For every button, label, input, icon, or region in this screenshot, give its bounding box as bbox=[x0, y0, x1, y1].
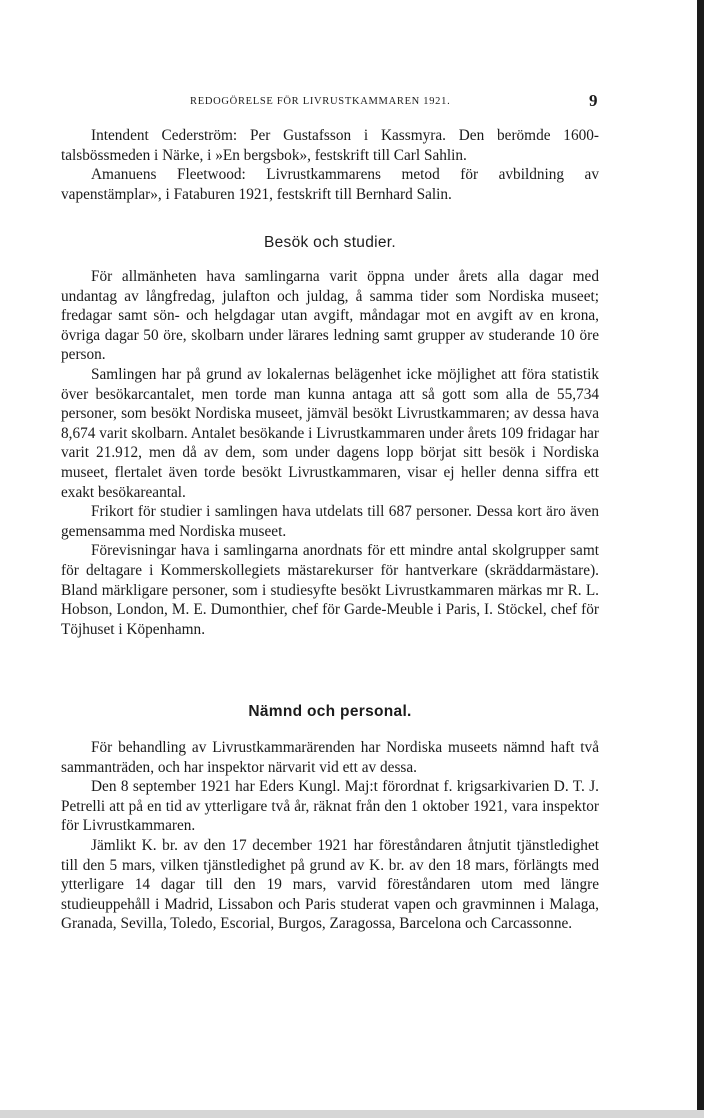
board-text-block bbox=[61, 738, 599, 934]
paragraph: Frikort för studier i samlingen hava utdelats till 687 personer. Dessa kort äro även gemensamma med Nordiska museet. bbox=[61, 503, 599, 540]
paragraph: Jämlikt K. br. av den 17 december 1921 har föreståndaren åtnjutit tjänstledighet till den 5 mars, vilken tjänstledighet på grund av K. br. av den 18 mars, förlängts med ytterligare 14 dagar till den 19 mars, varvid föreståndaren utom med längre studieuppehåll i Madrid, Lissabon och Paris studerat vapen och gravminnen i Malaga, Granada, Sevilla, Toledo, Escorial, Burgos, Zaragossa, Barcelona och Carcassonne. bbox=[61, 836, 599, 933]
paragraph: För behandling av Livrustkammarärenden har Nordiska museets nämnd haft två sammanträden, och har inspektor närvarit vid ett av dessa. bbox=[61, 739, 599, 776]
scan-edge-bottom bbox=[0, 1110, 704, 1118]
paragraph: Samlingen har på grund av lokalernas belägenhet icke möjlighet att föra statistik över besökarcantalet, men torde man kunna antaga att så gott som alla de 55,734 personer, som besökt Nordiska museet, jämväl besökt Livrustkammaren; av dessa hava 8,674 varit skolbarn. Antalet besökande i Livrustkammaren under årets 109 fridagar har varit 21.912, men då av dem, som under dagens lopp börjat sitt besök i Nordiska museet, flertalet även torde besökt Livrustkammaren, visar ej heller denna siffra ett exakt besökareantal. bbox=[61, 365, 599, 501]
intro-text-block bbox=[61, 126, 599, 204]
paragraph: Förevisningar hava i samlingarna anordnats för ett mindre antal skolgrupper samt för deltagare i Kommerskollegiets mästarekurser för hantverkare (skräddarmästare). Bland märkligare personer, som i studiesyfte besökt Livrustkammaren märkas mr R. L. Hobson, London, M. E. Dumonthier, chef för Garde-Meuble i Paris, I. Stöckel, chef för Töjhuset i Köpenhamn. bbox=[61, 542, 599, 638]
scan-edge-right bbox=[697, 0, 704, 1118]
paragraph: Intendent Cederström: Per Gustafsson i Kassmyra. Den berömde 1600-talsbössmeden i Närke, i »En bergsbok», festskrift till Carl Sahlin. bbox=[61, 127, 599, 164]
paragraph: Amanuens Fleetwood: Livrustkammarens metod för avbildning av vapenstämplar», i Fataburen 1921, festskrift till Bernhard Salin. bbox=[61, 166, 599, 203]
visits-text-block bbox=[61, 267, 599, 639]
paragraph: Den 8 september 1921 har Eders Kungl. Maj:t förordnat f. krigsarkivarien D. T. J. Petrelli att på en tid av ytterligare två år, räknat från den 1 oktober 1921, vara inspektor för Livrustkammaren. bbox=[61, 778, 599, 835]
paragraph: För allmänheten hava samlingarna varit öppna under årets alla dagar med undantag av långfredag, julafton och juldag, å samma tider som Nordiska museet; fredagar samt sön- och helgdagar utan avgift, måndagar mot en avgift av en krona, övriga dagar 50 öre, skolbarn under lärares ledning samt grupper av studerande 10 öre person. bbox=[61, 268, 599, 364]
page-number: 9 bbox=[589, 91, 598, 110]
running-header: REDOGÖRELSE FÖR LIVRUSTKAMMAREN 1921. bbox=[190, 96, 451, 107]
section-heading-board: Nämnd och personal. bbox=[248, 703, 412, 720]
section-heading-visits: Besök och studier. bbox=[263, 234, 397, 251]
